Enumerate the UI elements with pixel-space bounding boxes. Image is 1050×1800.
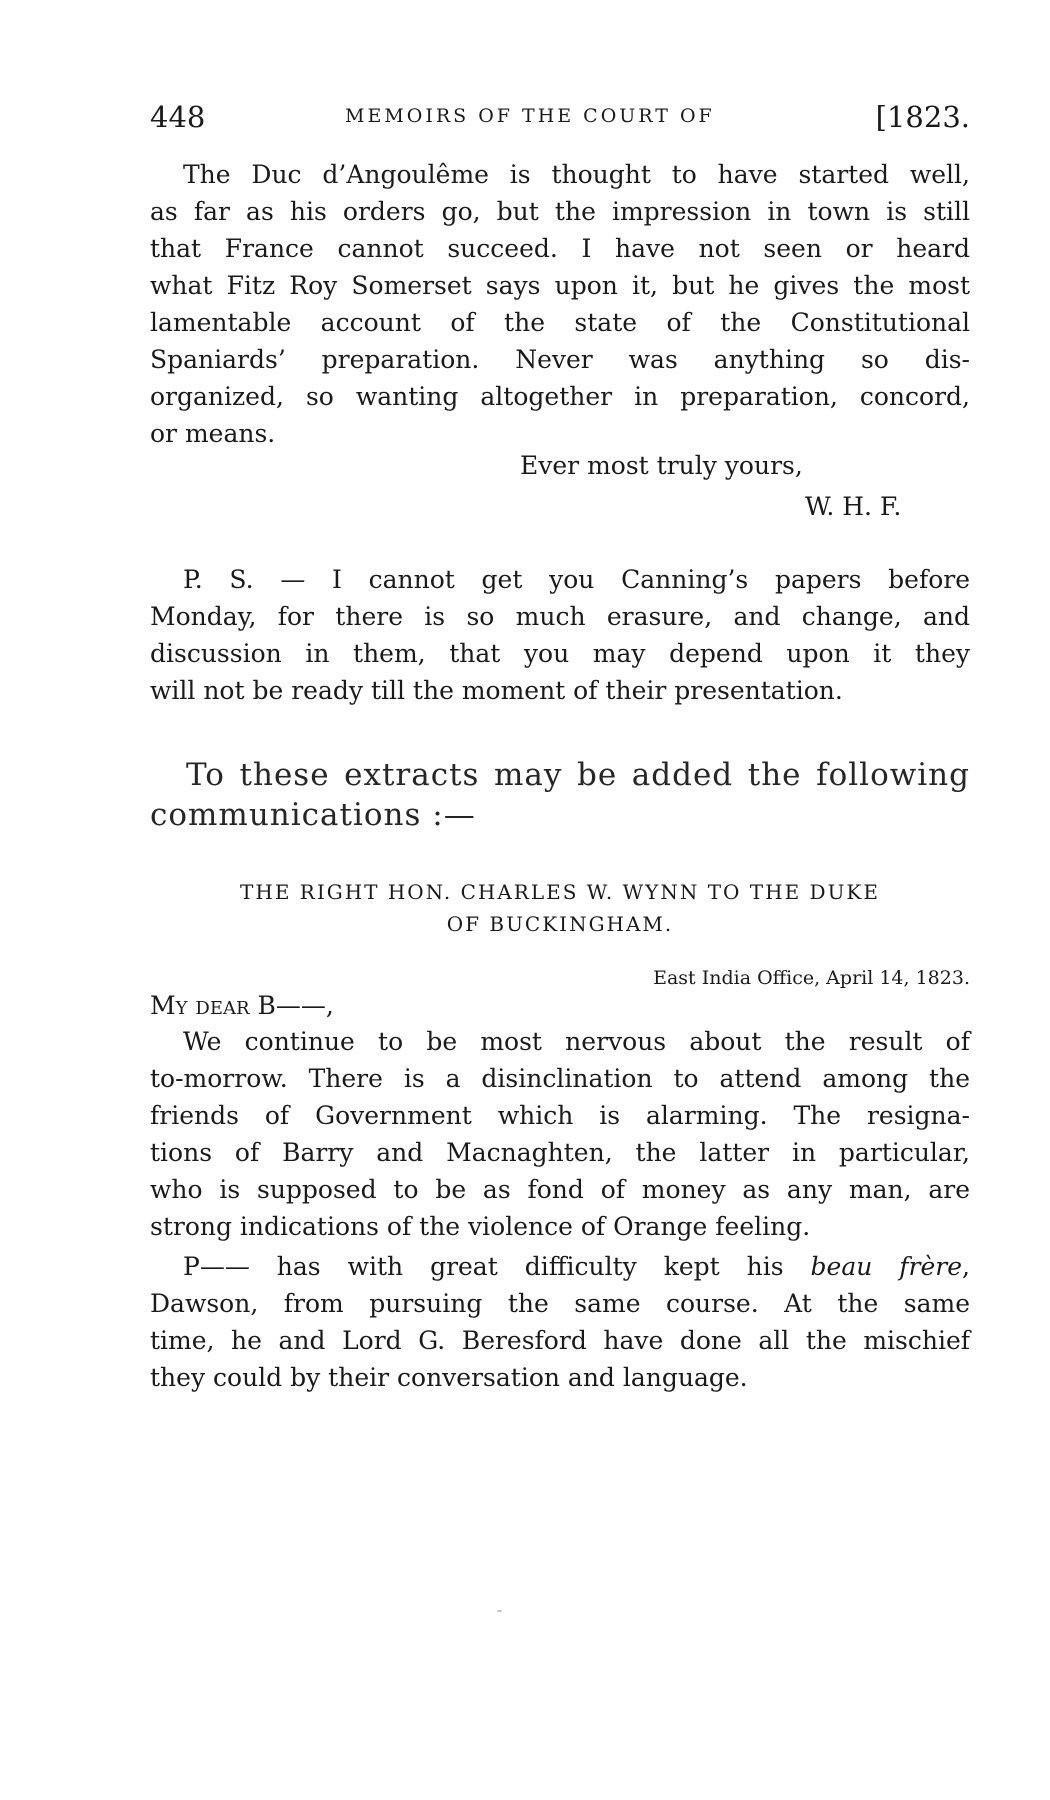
text-line: lamentable account of the state of the Constitutional bbox=[150, 308, 970, 337]
text-line: to-morrow. There is a disinclination to attend among the bbox=[150, 1064, 970, 1093]
text-line bbox=[183, 1252, 970, 1281]
text-span: , bbox=[962, 1252, 970, 1281]
text-line: P. S. — I cannot get you Canning’s papers before bbox=[183, 565, 970, 594]
heading-line: THE RIGHT HON. CHARLES W. WYNN TO THE DUKE bbox=[240, 880, 880, 904]
dateline: East India Office, April 14, 1823. bbox=[653, 967, 970, 989]
text-line: strong indications of the violence of Orange feeling. bbox=[150, 1212, 811, 1241]
letter-signature: W. H. F. bbox=[805, 492, 902, 521]
text-line: what Fitz Roy Somerset says upon it, but he gives the most bbox=[150, 271, 970, 300]
text-line: discussion in them, that you may depend upon it they bbox=[150, 639, 970, 668]
heading-line: OF BUCKINGHAM. bbox=[446, 912, 674, 936]
letter-closing: Ever most truly yours, bbox=[520, 451, 803, 480]
intro-line: communications :— bbox=[150, 797, 476, 833]
print-speck bbox=[497, 1610, 502, 1612]
text-line: tions of Barry and Macnaghten, the latter in particular, bbox=[150, 1138, 970, 1167]
text-line: that France cannot succeed. I have not seen or heard bbox=[150, 234, 970, 263]
intro-line: To these extracts may be added the following bbox=[186, 757, 970, 793]
text-span: P—— has with great difficulty kept his bbox=[183, 1252, 811, 1281]
text-line: We continue to be most nervous about the result of bbox=[183, 1027, 970, 1056]
text-line: The Duc d’Angoulême is thought to have started well, bbox=[183, 160, 970, 189]
text-line: Dawson, from pursuing the same course. At the same bbox=[150, 1289, 970, 1318]
text-line: who is supposed to be as fond of money as any man, are bbox=[150, 1175, 970, 1204]
salutation: My dear B——, bbox=[150, 991, 334, 1020]
text-line: Spaniards’ preparation. Never was anything so dis- bbox=[150, 345, 970, 374]
text-line: Monday, for there is so much erasure, and change, and bbox=[150, 602, 970, 631]
text-line: time, he and Lord G. Beresford have done all the mischief bbox=[150, 1326, 970, 1355]
text-line: they could by their conversation and language. bbox=[150, 1363, 748, 1392]
running-title: MEMOIRS OF THE COURT OF bbox=[345, 105, 715, 127]
text-line: friends of Government which is alarming. The resigna- bbox=[150, 1101, 970, 1130]
running-head bbox=[150, 100, 970, 134]
text-line: as far as his orders go, but the impression in town is still bbox=[150, 197, 970, 226]
italic-phrase: beau frère bbox=[810, 1252, 963, 1281]
running-year: [1823. bbox=[875, 100, 970, 134]
text-line: will not be ready till the moment of their presentation. bbox=[150, 676, 843, 705]
text-line: or means. bbox=[150, 419, 276, 448]
page-number: 448 bbox=[150, 100, 206, 134]
text-line: organized, so wanting altogether in preparation, concord, bbox=[150, 382, 970, 411]
